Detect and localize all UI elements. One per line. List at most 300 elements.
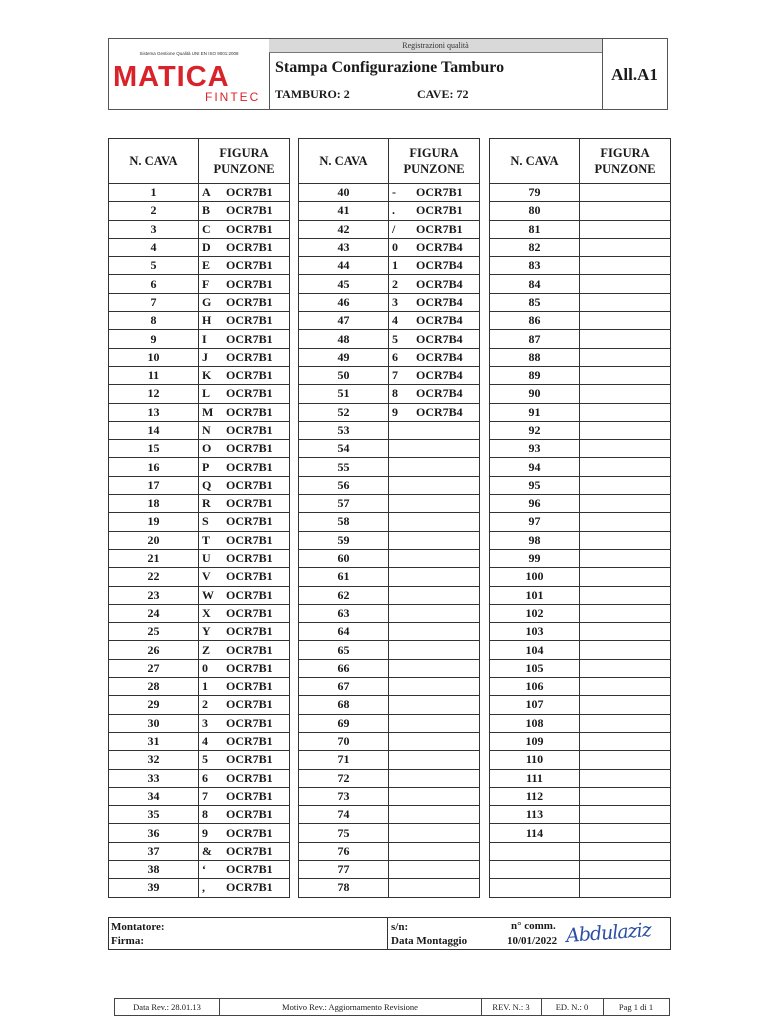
table-row xyxy=(109,495,290,513)
table-row xyxy=(299,586,480,604)
table-row xyxy=(109,366,290,384)
punch-character: 5 xyxy=(202,752,208,767)
punch-code: OCR7B1 xyxy=(226,423,273,437)
punch-code: OCR7B1 xyxy=(226,788,273,803)
punch-figure xyxy=(199,769,290,787)
slot-number: 1 xyxy=(109,184,199,202)
punch-figure xyxy=(199,549,290,567)
table-row xyxy=(109,385,290,403)
punch-figure xyxy=(580,623,671,641)
punch-figure xyxy=(580,184,671,202)
punch-code: OCR7B1 xyxy=(226,624,273,639)
slot-number: 3 xyxy=(109,220,199,238)
punch-figure xyxy=(389,787,480,805)
table-row xyxy=(299,312,480,330)
punch-code: OCR7B4 xyxy=(416,404,463,419)
slot-table-2 xyxy=(298,138,480,898)
slot-number: 29 xyxy=(109,696,199,714)
assembly-date: 10/01/2022 xyxy=(507,935,558,947)
slot-number: 96 xyxy=(490,495,580,513)
punch-code: OCR7B1 xyxy=(226,569,273,584)
table-row xyxy=(109,458,290,476)
punch-character: - xyxy=(392,185,396,200)
table-row xyxy=(490,860,671,878)
slot-number: 110 xyxy=(490,751,580,769)
assembler-label: Montatore: xyxy=(111,921,165,933)
punch-figure xyxy=(199,879,290,897)
table-row xyxy=(490,184,671,202)
punch-character: 4 xyxy=(392,313,398,328)
punch-figure xyxy=(580,549,671,567)
punch-code: OCR7B4 xyxy=(416,386,463,401)
slot-number: 25 xyxy=(109,623,199,641)
slot-number: 88 xyxy=(490,348,580,366)
table-row xyxy=(299,440,480,458)
punch-code: OCR7B1 xyxy=(226,514,273,529)
punch-figure xyxy=(580,824,671,842)
slot-number: 104 xyxy=(490,641,580,659)
punch-figure xyxy=(389,421,480,439)
slot-number: 15 xyxy=(109,440,199,458)
slot-number: 19 xyxy=(109,513,199,531)
table-row xyxy=(109,275,290,293)
table-row xyxy=(109,659,290,677)
punch-figure xyxy=(199,366,290,384)
punch-code: OCR7B1 xyxy=(226,386,273,401)
punch-figure xyxy=(389,806,480,824)
slot-number: 69 xyxy=(299,714,389,732)
slot-number: 37 xyxy=(109,842,199,860)
drum-number: TAMBURO: 2 xyxy=(275,87,350,101)
punch-figure xyxy=(199,275,290,293)
punch-figure xyxy=(389,549,480,567)
slot-number: 62 xyxy=(299,586,389,604)
punch-figure xyxy=(389,824,480,842)
punch-character: P xyxy=(202,459,210,474)
punch-figure xyxy=(199,678,290,696)
figure-header-line2: PUNZONE xyxy=(213,162,275,176)
punch-figure xyxy=(580,403,671,421)
slot-number: 49 xyxy=(299,348,389,366)
punch-figure xyxy=(580,641,671,659)
punch-figure xyxy=(199,202,290,220)
edition-number: ED. N.: 0 xyxy=(541,999,604,1015)
table-row xyxy=(299,678,480,696)
document-title: Stampa Configurazione Tamburo xyxy=(275,59,505,76)
punch-character: 3 xyxy=(202,715,208,730)
table-row xyxy=(490,787,671,805)
punch-code: OCR7B1 xyxy=(226,331,273,346)
table-row xyxy=(299,641,480,659)
punch-figure xyxy=(580,604,671,622)
slot-table-3 xyxy=(489,138,671,898)
table-row xyxy=(109,238,290,256)
punch-code: OCR7B1 xyxy=(226,807,273,822)
table-row xyxy=(490,549,671,567)
figure-header xyxy=(199,139,290,184)
table-row xyxy=(109,476,290,494)
punch-code: OCR7B1 xyxy=(226,715,273,730)
punch-figure xyxy=(580,476,671,494)
figure-header xyxy=(580,139,671,184)
table-row xyxy=(490,220,671,238)
punch-figure xyxy=(580,860,671,878)
punch-code: OCR7B1 xyxy=(226,258,273,273)
table-row xyxy=(299,659,480,677)
punch-figure xyxy=(199,348,290,366)
table-row xyxy=(299,860,480,878)
slot-number: 43 xyxy=(299,238,389,256)
punch-character: K xyxy=(202,368,212,383)
punch-character: T xyxy=(202,532,211,547)
slot-number: 13 xyxy=(109,403,199,421)
table-row xyxy=(299,293,480,311)
slot-number: 71 xyxy=(299,751,389,769)
punch-character: Y xyxy=(202,624,211,639)
slot-number: 109 xyxy=(490,732,580,750)
brand-logo: MATICA xyxy=(113,61,230,93)
punch-character: Q xyxy=(202,477,212,492)
slot-number: 11 xyxy=(109,366,199,384)
revision-number: REV. N.: 3 xyxy=(481,999,542,1015)
figure-header-line1: FIGURA xyxy=(600,146,650,160)
slot-number: 53 xyxy=(299,421,389,439)
table-row xyxy=(109,787,290,805)
punch-figure xyxy=(199,623,290,641)
punch-code: OCR7B4 xyxy=(416,240,463,255)
table-row xyxy=(490,623,671,641)
punch-figure xyxy=(580,678,671,696)
punch-figure xyxy=(199,659,290,677)
table-row xyxy=(299,184,480,202)
slot-number: 57 xyxy=(299,495,389,513)
slot-number: 38 xyxy=(109,860,199,878)
slot-number: 12 xyxy=(109,385,199,403)
certification-text: Sistema Gestione Qualità UNI EN ISO 9001:2008 xyxy=(139,51,239,56)
slot-number xyxy=(490,842,580,860)
punch-figure xyxy=(389,568,480,586)
slot-number: 75 xyxy=(299,824,389,842)
punch-figure xyxy=(389,440,480,458)
table-row xyxy=(109,732,290,750)
slot-number: 59 xyxy=(299,531,389,549)
table-row xyxy=(299,330,480,348)
slot-number: 73 xyxy=(299,787,389,805)
slot-number: 8 xyxy=(109,312,199,330)
punch-figure xyxy=(199,641,290,659)
punch-code: OCR7B1 xyxy=(226,185,273,200)
page-number: Pag 1 di 1 xyxy=(618,1002,654,1012)
slot-number: 105 xyxy=(490,659,580,677)
punch-character: 8 xyxy=(392,386,398,401)
punch-character: S xyxy=(202,514,209,529)
punch-figure xyxy=(580,330,671,348)
punch-figure xyxy=(199,732,290,750)
slot-number: 92 xyxy=(490,421,580,439)
slot-number: 106 xyxy=(490,678,580,696)
table-row xyxy=(109,769,290,787)
punch-code: OCR7B1 xyxy=(226,734,273,749)
punch-figure xyxy=(389,495,480,513)
slot-number: 27 xyxy=(109,659,199,677)
logo-cell xyxy=(109,39,270,109)
slot-number: 67 xyxy=(299,678,389,696)
punch-code: OCR7B4 xyxy=(416,349,463,364)
slot-number: 28 xyxy=(109,678,199,696)
punch-figure xyxy=(580,732,671,750)
table-row xyxy=(490,806,671,824)
table-row xyxy=(299,806,480,824)
table-row xyxy=(299,623,480,641)
punch-character: 3 xyxy=(392,294,398,309)
punch-character: M xyxy=(202,404,214,419)
slot-number: 91 xyxy=(490,403,580,421)
punch-character: 1 xyxy=(202,679,208,694)
table-row xyxy=(109,824,290,842)
document-code: All.A1 xyxy=(611,65,658,84)
slot-number: 61 xyxy=(299,568,389,586)
table-row xyxy=(490,732,671,750)
punch-character: 7 xyxy=(202,788,208,803)
slot-number: 24 xyxy=(109,604,199,622)
punch-code: OCR7B1 xyxy=(226,496,273,511)
slot-number: 89 xyxy=(490,366,580,384)
punch-code: OCR7B4 xyxy=(416,313,463,328)
assembly-date-label: Data Montaggio xyxy=(391,935,468,947)
table-row xyxy=(109,403,290,421)
table-row xyxy=(490,202,671,220)
slot-number: 26 xyxy=(109,641,199,659)
punch-code: OCR7B1 xyxy=(226,752,273,767)
slot-table-1 xyxy=(108,138,290,898)
punch-figure xyxy=(580,385,671,403)
table-row xyxy=(109,440,290,458)
punch-figure xyxy=(580,257,671,275)
slot-number: 65 xyxy=(299,641,389,659)
punch-figure xyxy=(199,421,290,439)
punch-code: OCR7B1 xyxy=(226,240,273,255)
table-row xyxy=(299,348,480,366)
punch-figure xyxy=(389,312,480,330)
slot-number: 80 xyxy=(490,202,580,220)
table-row xyxy=(109,549,290,567)
punch-figure xyxy=(199,385,290,403)
table-row xyxy=(490,330,671,348)
punch-figure xyxy=(199,842,290,860)
punch-code: OCR7B1 xyxy=(226,221,273,236)
table-row xyxy=(490,604,671,622)
punch-figure xyxy=(199,403,290,421)
table-row xyxy=(490,403,671,421)
quality-band: Registrazioni qualità xyxy=(269,39,602,53)
slot-number: 47 xyxy=(299,312,389,330)
table-row xyxy=(490,366,671,384)
table-row xyxy=(109,421,290,439)
punch-figure xyxy=(199,220,290,238)
punch-figure xyxy=(389,769,480,787)
table-row xyxy=(299,403,480,421)
slot-number: 77 xyxy=(299,860,389,878)
punch-character: F xyxy=(202,276,210,291)
slot-number: 18 xyxy=(109,495,199,513)
slot-number: 48 xyxy=(299,330,389,348)
punch-character: R xyxy=(202,496,211,511)
punch-code: OCR7B1 xyxy=(226,368,273,383)
punch-figure xyxy=(580,842,671,860)
punch-code: OCR7B1 xyxy=(226,441,273,456)
table-row xyxy=(299,421,480,439)
table-row xyxy=(490,769,671,787)
punch-code: OCR7B1 xyxy=(226,349,273,364)
table-row xyxy=(490,842,671,860)
slot-number: 98 xyxy=(490,531,580,549)
slot-number: 70 xyxy=(299,732,389,750)
slot-number: 45 xyxy=(299,275,389,293)
punch-figure xyxy=(389,604,480,622)
slot-number: 111 xyxy=(490,769,580,787)
punch-figure xyxy=(580,348,671,366)
punch-figure xyxy=(389,238,480,256)
slot-number: 6 xyxy=(109,275,199,293)
punch-character: 9 xyxy=(202,825,208,840)
punch-code: OCR7B1 xyxy=(226,313,273,328)
punch-code: OCR7B1 xyxy=(226,532,273,547)
punch-character: A xyxy=(202,185,211,200)
punch-figure xyxy=(580,879,671,897)
table-row xyxy=(299,842,480,860)
punch-character: 8 xyxy=(202,807,208,822)
punch-figure xyxy=(199,184,290,202)
slot-number: 51 xyxy=(299,385,389,403)
punch-code: OCR7B1 xyxy=(226,477,273,492)
table-row xyxy=(490,348,671,366)
punch-character: 7 xyxy=(392,368,398,383)
punch-character: N xyxy=(202,423,211,437)
slot-number: 90 xyxy=(490,385,580,403)
slot-number: 97 xyxy=(490,513,580,531)
punch-character: X xyxy=(202,605,211,620)
table-row xyxy=(490,659,671,677)
slot-number: 20 xyxy=(109,531,199,549)
slot-number: 50 xyxy=(299,366,389,384)
punch-figure xyxy=(199,440,290,458)
table-row xyxy=(299,495,480,513)
punch-code: OCR7B1 xyxy=(226,587,273,602)
punch-figure xyxy=(389,751,480,769)
slot-number: 23 xyxy=(109,586,199,604)
punch-figure xyxy=(580,293,671,311)
table-row xyxy=(299,824,480,842)
punch-character: 5 xyxy=(392,331,398,346)
punch-figure xyxy=(199,238,290,256)
slot-number: 5 xyxy=(109,257,199,275)
punch-figure xyxy=(199,860,290,878)
table-row xyxy=(109,312,290,330)
table-row xyxy=(299,568,480,586)
order-number-label: n° comm. xyxy=(511,920,556,932)
slot-number: 42 xyxy=(299,220,389,238)
table-row xyxy=(109,696,290,714)
punch-figure xyxy=(580,806,671,824)
punch-character: B xyxy=(202,203,211,218)
punch-figure xyxy=(580,568,671,586)
table-row xyxy=(490,458,671,476)
punch-figure xyxy=(580,787,671,805)
punch-code: OCR7B1 xyxy=(416,185,463,200)
slot-number: 102 xyxy=(490,604,580,622)
table-row xyxy=(490,312,671,330)
slot-number xyxy=(490,860,580,878)
punch-figure xyxy=(389,860,480,878)
slot-number: 99 xyxy=(490,549,580,567)
table-row xyxy=(109,202,290,220)
punch-character: 6 xyxy=(392,349,398,364)
table-row xyxy=(109,293,290,311)
punch-figure xyxy=(199,495,290,513)
punch-character: 2 xyxy=(202,697,208,712)
slot-number: 85 xyxy=(490,293,580,311)
slot-number: 81 xyxy=(490,220,580,238)
punch-figure xyxy=(580,769,671,787)
table-row xyxy=(490,257,671,275)
document-header xyxy=(108,38,668,110)
punch-figure xyxy=(580,714,671,732)
slot-header: N. CAVA xyxy=(299,139,389,184)
punch-character: I xyxy=(202,331,207,346)
table-row xyxy=(299,696,480,714)
punch-code: OCR7B4 xyxy=(416,368,463,383)
table-row xyxy=(109,348,290,366)
slot-number: 56 xyxy=(299,476,389,494)
slot-number: 17 xyxy=(109,476,199,494)
punch-figure xyxy=(580,751,671,769)
table-row xyxy=(490,641,671,659)
punch-figure xyxy=(389,513,480,531)
punch-figure xyxy=(199,586,290,604)
slot-number: 7 xyxy=(109,293,199,311)
table-row xyxy=(299,476,480,494)
punch-figure xyxy=(389,403,480,421)
punch-figure xyxy=(389,348,480,366)
slot-number: 82 xyxy=(490,238,580,256)
slot-number: 78 xyxy=(299,879,389,897)
punch-character: C xyxy=(202,221,211,236)
slot-number: 68 xyxy=(299,696,389,714)
table-row xyxy=(299,604,480,622)
slot-number: 112 xyxy=(490,787,580,805)
punch-character: E xyxy=(202,258,211,273)
slot-header: N. CAVA xyxy=(109,139,199,184)
slot-number: 16 xyxy=(109,458,199,476)
slot-header: N. CAVA xyxy=(490,139,580,184)
slot-number: 107 xyxy=(490,696,580,714)
punch-code: OCR7B1 xyxy=(226,404,273,419)
table-row xyxy=(109,604,290,622)
punch-character: ‘ xyxy=(202,862,206,877)
title-cell xyxy=(269,39,603,109)
punch-code: OCR7B1 xyxy=(226,294,273,309)
table-row xyxy=(109,586,290,604)
punch-code: OCR7B4 xyxy=(416,294,463,309)
slot-number: 79 xyxy=(490,184,580,202)
table-row xyxy=(490,421,671,439)
table-row xyxy=(490,293,671,311)
punch-character: V xyxy=(202,569,211,584)
punch-figure xyxy=(199,568,290,586)
punch-figure xyxy=(389,586,480,604)
punch-figure xyxy=(199,787,290,805)
punch-figure xyxy=(580,531,671,549)
